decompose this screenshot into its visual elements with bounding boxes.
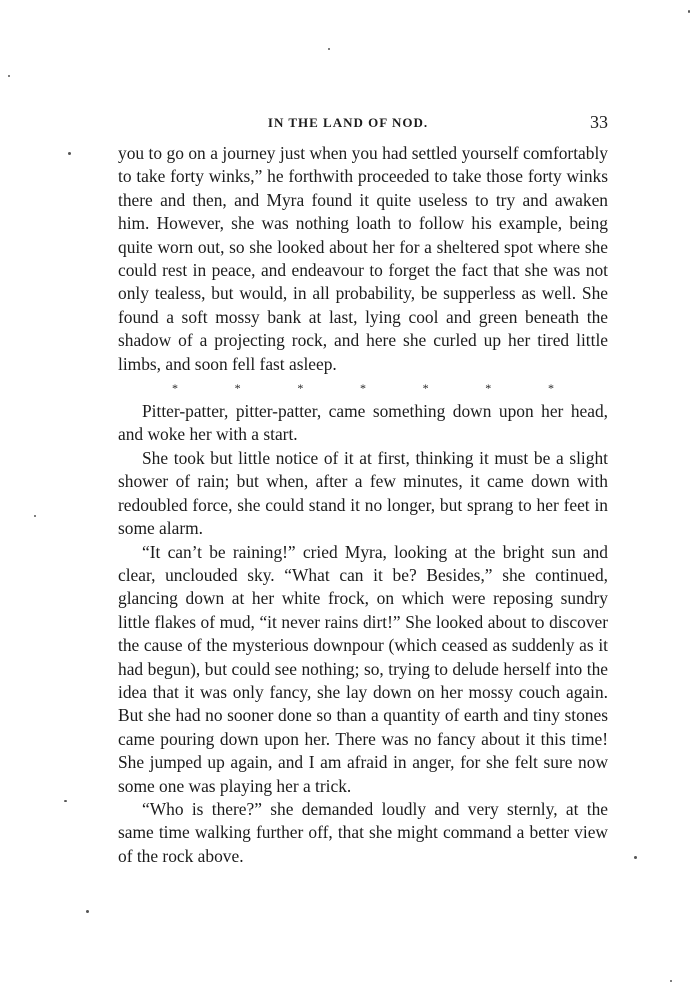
- paragraph: Pitter-patter, pitter-patter, came something down upon her head, and woke her with a start.: [118, 401, 608, 445]
- scan-speck: [328, 48, 330, 50]
- asterisk: *: [359, 381, 366, 396]
- scan-speck: [634, 856, 637, 859]
- scan-speck: [8, 75, 10, 77]
- scan-speck: [64, 800, 67, 802]
- asterisk: *: [422, 381, 429, 396]
- paragraph: She took but little notice of it at first, thinking it must be a slight shower of rain; but when, after a few minutes, it came down with redoubled force, she could stand it no longer, but sprang to her feet in some alarm.: [118, 447, 608, 539]
- scan-speck: [34, 515, 36, 517]
- asterisk: *: [234, 381, 241, 396]
- asterisk: *: [547, 381, 554, 396]
- running-title: IN THE LAND OF NOD.: [267, 115, 429, 130]
- paragraph: “Who is there?” she demanded loudly and very sternly, at the same time walking further off, that she might command a better view of the rock above.: [118, 798, 608, 866]
- paragraph-continued: you to go on a journey just when you had settled yourself comfortably to take forty winks,” he forthwith proceeded to take those forty winks there and then, and Myra found it quite useless to try and awaken him. However, she was nothing loath to follow his example, being quite worn out, so she looked about her for a sheltered spot where she could rest in peace, and endeavour to forget the fact that she was not only tealess, but would, in all probability, be supperless as well. She found a soft mossy bank at last, lying cool and green beneath the shadow of a projecting rock, and here she curled up her tired little limbs, and soon fell fast asleep.: [118, 143, 608, 374]
- asterisk: *: [485, 381, 492, 396]
- asterisk: *: [297, 381, 304, 396]
- scan-speck: [688, 10, 690, 13]
- page-number: 33: [590, 112, 608, 132]
- asterisk: *: [172, 381, 178, 396]
- scan-speck: [68, 152, 71, 155]
- running-head: [118, 110, 608, 136]
- section-break: [118, 376, 608, 400]
- body-text: [118, 142, 608, 868]
- scan-speck: [86, 910, 89, 913]
- scan-speck: [670, 980, 672, 982]
- paragraph: “It can’t be raining!” cried Myra, looking at the bright sun and clear, unclouded sky. “What can it be? Besides,” she continued, glancing down at her white frock, on which were reposing sundry little flakes of mud, “it never rains dirt!” She looked about to discover the cause of the mysterious downpour (which ceased as suddenly as it had begun), but could see nothing; so, trying to delude herself into the idea that it was only fancy, she lay down on her mossy couch again. But she had no sooner done so than a quantity of earth and tiny stones came pouring down upon her. There was no fancy about it this time! She jumped up again, and I am afraid in anger, for she felt sure now some one was playing her a trick.: [118, 541, 608, 796]
